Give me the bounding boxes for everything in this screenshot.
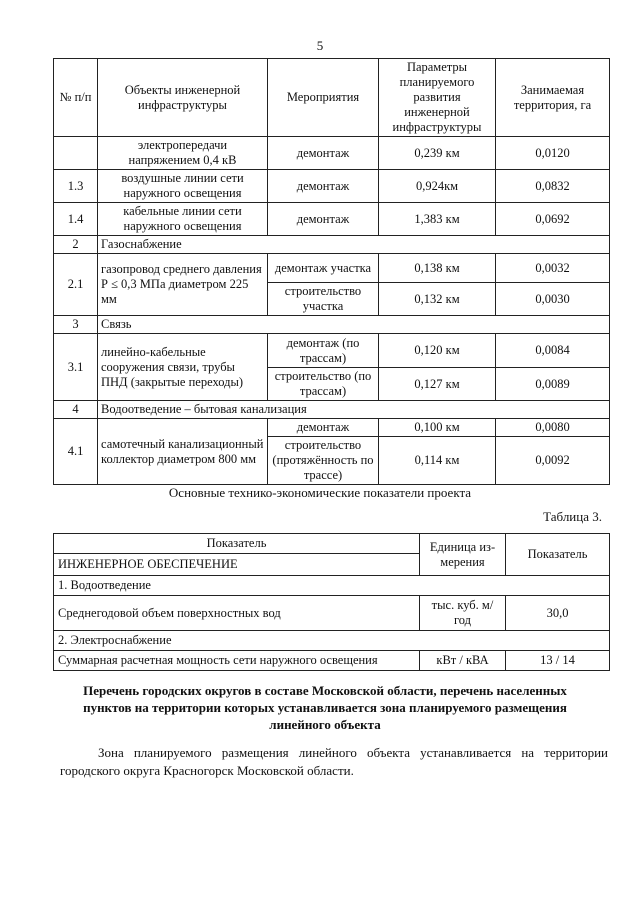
table3-label: Таблица 3.: [543, 509, 602, 524]
header-measures: Мероприятия: [268, 59, 379, 137]
cell-object: газопровод среднего давления Р ≤ 0,3 МПа диаметром 225 мм: [98, 254, 268, 316]
cell-param: 0,138 км: [379, 254, 496, 283]
cell-param: 0,127 км: [379, 368, 496, 401]
section-row: [54, 401, 610, 419]
section-title: 1. Водоотведение: [54, 576, 610, 596]
cell-measure: демонтаж: [268, 419, 379, 437]
header-value: Показатель: [506, 534, 610, 576]
cell-num: 4.1: [54, 419, 98, 485]
cell-measure: демонтаж: [268, 170, 379, 203]
table-row: [54, 254, 610, 283]
cell-param: 0,239 км: [379, 137, 496, 170]
cell-param: 0,924км: [379, 170, 496, 203]
table-row: [54, 334, 610, 368]
cell-param: 0,114 км: [379, 437, 496, 485]
cell-indicator: Суммарная расчетная мощность сети наружного освещения: [54, 651, 420, 671]
table3-title: Основные технико-экономические показатели проекта: [168, 485, 472, 500]
cell-num: 2.1: [54, 254, 98, 316]
table-row: [54, 596, 610, 631]
cell-area: 0,0092: [496, 437, 610, 485]
cell-measure: демонтаж: [268, 203, 379, 236]
cell-area: 0,0692: [496, 203, 610, 236]
cell-object: линейно-кабельные сооружения связи, трубы ПНД (закрытые переходы): [98, 334, 268, 401]
cell-indicator: Среднегодовой объем поверхностных вод: [54, 596, 420, 631]
cell-param: 1,383 км: [379, 203, 496, 236]
cell-unit: кВт / кВА: [420, 651, 506, 671]
header-unit: Единица из-мерения: [420, 534, 506, 576]
cell-value: 13 / 14: [506, 651, 610, 671]
header-num: № п/п: [54, 59, 98, 137]
cell-measure: строительство (по трассам): [268, 368, 379, 401]
section-row: [54, 236, 610, 254]
header-params: Параметры планируемого развития инженерной инфраструктуры: [379, 59, 496, 137]
cell-measure: строительство участка: [268, 283, 379, 316]
cell-area: 0,0032: [496, 254, 610, 283]
cell-object: электропередачи напряжением 0,4 кВ: [98, 137, 268, 170]
header-area: Занимаемая территория, га: [496, 59, 610, 137]
header-indicator: Показатель: [54, 534, 420, 554]
indicators-table: [53, 533, 610, 671]
cell-object: воздушные линии сети наружного освещения: [98, 170, 268, 203]
header-group: ИНЖЕНЕРНОЕ ОБЕСПЕЧЕНИЕ: [54, 554, 420, 576]
cell-param: 0,132 км: [379, 283, 496, 316]
section-heading: Перечень городских округов в составе Московской области, перечень населенных пунктов на территории которых устанавливается зона планируемого размещения линейного объекта: [83, 683, 567, 732]
cell-area: 0,0832: [496, 170, 610, 203]
cell-num: 3.1: [54, 334, 98, 401]
cell-num: [54, 137, 98, 170]
cell-num: 1.4: [54, 203, 98, 236]
page-number: 5: [316, 38, 324, 53]
cell-param: 0,120 км: [379, 334, 496, 368]
section-row: [54, 631, 610, 651]
cell-area: 0,0080: [496, 419, 610, 437]
section-num: 3: [54, 316, 98, 334]
table-row: [54, 203, 610, 236]
section-row: [54, 576, 610, 596]
cell-unit: тыс. куб. м/год: [420, 596, 506, 631]
cell-measure: демонтаж участка: [268, 254, 379, 283]
cell-area: 0,0120: [496, 137, 610, 170]
cell-area: 0,0089: [496, 368, 610, 401]
cell-object: самотечный канализационный коллектор диаметром 800 мм: [98, 419, 268, 485]
cell-area: 0,0084: [496, 334, 610, 368]
section-num: 2: [54, 236, 98, 254]
cell-num: 1.3: [54, 170, 98, 203]
cell-object: кабельные линии сети наружного освещения: [98, 203, 268, 236]
table-row: [54, 170, 610, 203]
section-title: Водоотведение – бытовая канализация: [98, 401, 610, 419]
body-paragraph: Зона планируемого размещения линейного объекта устанавливается на территории городского округа Красногорск Московской области.: [60, 745, 608, 778]
cell-area: 0,0030: [496, 283, 610, 316]
cell-param: 0,100 км: [379, 419, 496, 437]
section-title: Связь: [98, 316, 610, 334]
cell-measure: строительство (протяжённость по трассе): [268, 437, 379, 485]
section-title: 2. Электроснабжение: [54, 631, 610, 651]
cell-value: 30,0: [506, 596, 610, 631]
table-row: [54, 419, 610, 437]
header-objects: Объекты инженерной инфраструктуры: [98, 59, 268, 137]
section-row: [54, 316, 610, 334]
table-row: [54, 651, 610, 671]
cell-measure: демонтаж (по трассам): [268, 334, 379, 368]
section-title: Газоснабжение: [98, 236, 610, 254]
section-num: 4: [54, 401, 98, 419]
infrastructure-table: [53, 58, 610, 485]
cell-measure: демонтаж: [268, 137, 379, 170]
table-row: [54, 137, 610, 170]
table-header-row: [54, 59, 610, 137]
